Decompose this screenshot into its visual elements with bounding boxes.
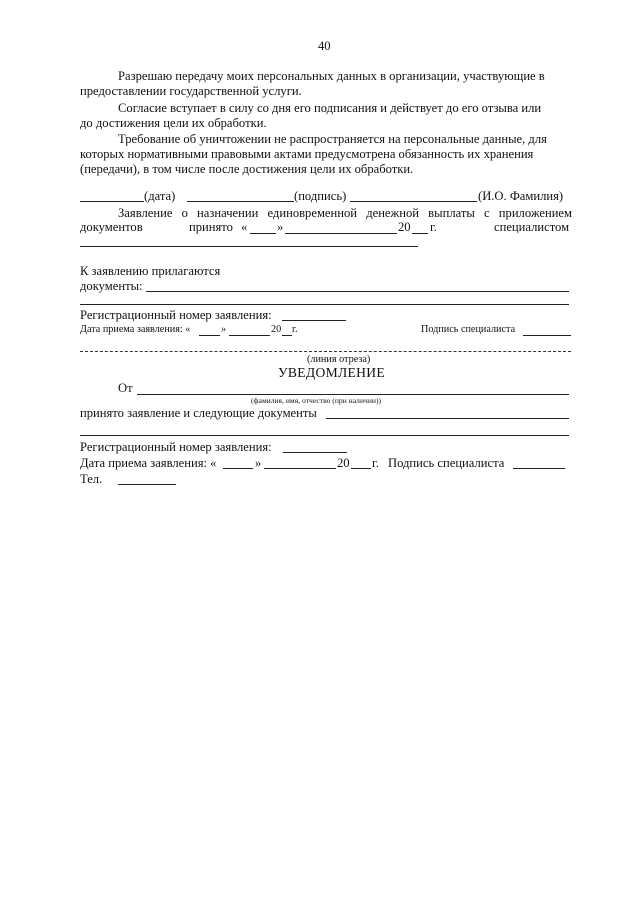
registration-signature-label: Подпись специалиста bbox=[421, 324, 516, 335]
registration-date-quote: » bbox=[221, 324, 227, 335]
consent-paragraph-1-line-1: Разрешаю передачу моих персональных данных в организации, участвующие в bbox=[118, 69, 545, 83]
notification-from-blank[interactable] bbox=[137, 394, 569, 395]
signature-blank-line[interactable] bbox=[187, 201, 294, 202]
attachments-label-line-2: документы: bbox=[80, 279, 143, 293]
consent-paragraph-3-line-3: (передачи), в том числе после достижения цели их обработки. bbox=[80, 162, 414, 176]
application-line-1: Заявление о назначении единовременной денежной выплаты с приложением bbox=[118, 206, 572, 220]
registration-year-suffix: г. bbox=[292, 324, 298, 335]
application-day-blank[interactable] bbox=[250, 233, 276, 234]
application-year-prefix: 20 bbox=[398, 220, 411, 234]
notification-year-suffix: г. bbox=[372, 456, 379, 470]
application-year-suffix: г. bbox=[430, 220, 437, 234]
notification-accepted-docs-label: принято заявление и следующие документы bbox=[80, 406, 317, 420]
specialist-name-blank[interactable] bbox=[80, 246, 418, 247]
registration-number-blank[interactable] bbox=[282, 320, 346, 321]
application-month-blank[interactable] bbox=[285, 233, 397, 234]
application-open-quote: « bbox=[241, 220, 248, 234]
consent-paragraph-3-line-1: Требование об уничтожении не распространяется на персональные данные, для bbox=[118, 132, 547, 146]
notification-tel-blank[interactable] bbox=[118, 484, 176, 485]
notification-fio-hint: (фамилия, имя, отчество (при наличии)) bbox=[251, 396, 382, 405]
application-word-accepted: принято bbox=[189, 220, 233, 234]
attachments-blank-line-1[interactable] bbox=[146, 291, 569, 292]
name-blank-line[interactable] bbox=[350, 201, 477, 202]
application-close-quote: » bbox=[277, 220, 284, 234]
signature-label: (подпись) bbox=[294, 189, 347, 203]
registration-day-blank[interactable] bbox=[199, 335, 220, 336]
notification-from-label: От bbox=[118, 381, 133, 395]
notification-docs-blank-line-2[interactable] bbox=[80, 435, 569, 436]
registration-year-prefix: 20 bbox=[271, 324, 282, 335]
notification-day-blank[interactable] bbox=[223, 468, 253, 469]
notification-tel-label: Тел. bbox=[80, 472, 103, 486]
attachments-label-line-1: К заявлению прилагаются bbox=[80, 264, 221, 278]
registration-number-label: Регистрационный номер заявления: bbox=[80, 308, 272, 322]
cut-line-label: (линия отреза) bbox=[307, 354, 371, 365]
attachments-blank-line-2[interactable] bbox=[80, 304, 569, 305]
notification-month-blank[interactable] bbox=[264, 468, 336, 469]
cut-line bbox=[80, 351, 571, 352]
application-word-specialist: специалистом bbox=[494, 220, 570, 234]
notification-title: УВЕДОМЛЕНИЕ bbox=[278, 365, 385, 380]
page-number: 40 bbox=[318, 39, 331, 53]
notification-date-label: Дата приема заявления: « bbox=[80, 456, 217, 470]
application-word-documents: документов bbox=[80, 220, 143, 234]
notification-docs-blank-line-1[interactable] bbox=[326, 418, 569, 419]
notification-signature-label: Подпись специалиста bbox=[388, 456, 505, 470]
registration-signature-blank[interactable] bbox=[523, 335, 571, 336]
registration-year-blank[interactable] bbox=[282, 335, 292, 336]
name-label: (И.О. Фамилия) bbox=[478, 189, 564, 203]
notification-year-blank[interactable] bbox=[351, 468, 371, 469]
application-year-blank[interactable] bbox=[412, 233, 428, 234]
registration-date-label: Дата приема заявления: « bbox=[80, 324, 191, 335]
notification-year-prefix: 20 bbox=[337, 456, 350, 470]
date-label: (дата) bbox=[144, 189, 176, 203]
consent-paragraph-2-line-1: Согласие вступает в силу со дня его подписания и действует до его отзыва или bbox=[118, 101, 542, 115]
date-blank-line[interactable] bbox=[80, 201, 144, 202]
consent-paragraph-1-line-2: предоставлении государственной услуги. bbox=[80, 84, 302, 98]
consent-paragraph-3-line-2: которых нормативными правовыми актами предусмотрена обязанность их хранения bbox=[80, 147, 534, 161]
registration-month-blank[interactable] bbox=[229, 335, 270, 336]
notification-registration-number-label: Регистрационный номер заявления: bbox=[80, 440, 272, 454]
consent-paragraph-2-line-2: до достижения цели их обработки. bbox=[80, 116, 267, 130]
notification-signature-blank[interactable] bbox=[513, 468, 565, 469]
notification-registration-number-blank[interactable] bbox=[283, 452, 347, 453]
notification-date-quote: » bbox=[255, 456, 262, 470]
